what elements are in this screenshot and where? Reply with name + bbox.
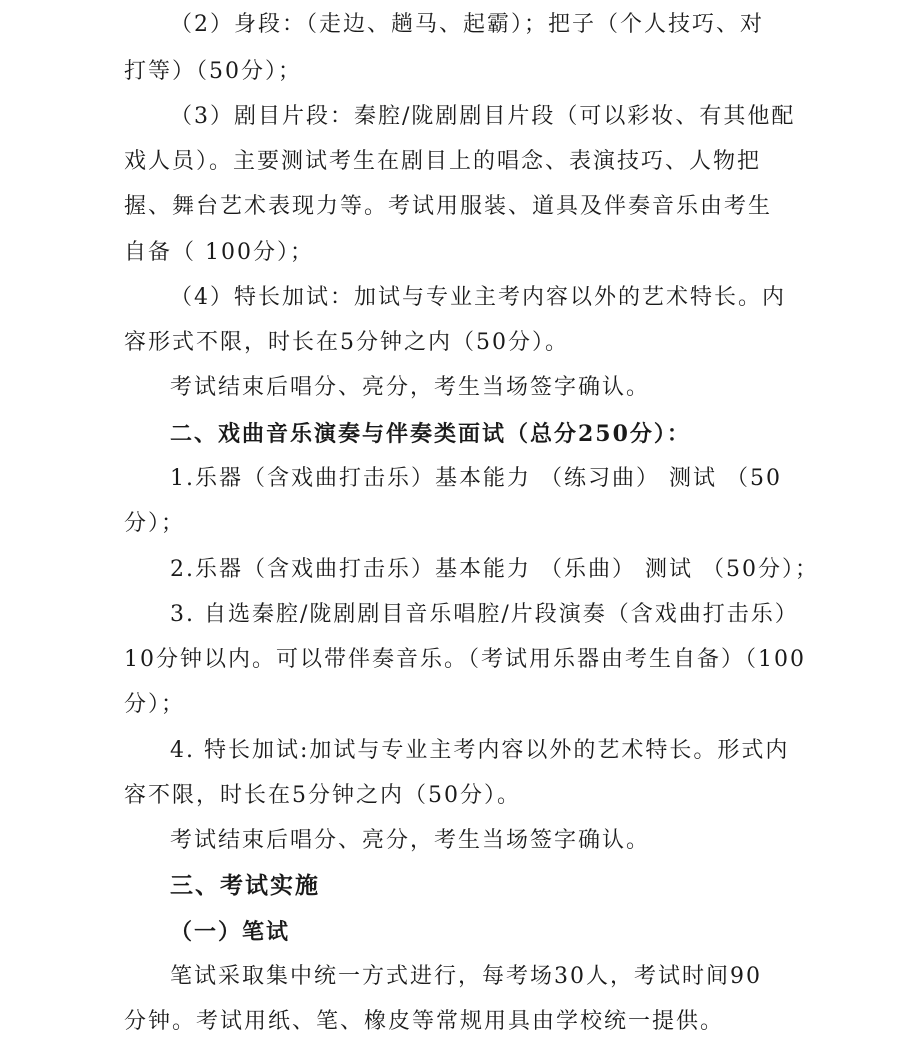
paragraph-line: （3）剧目片段：秦腔/陇剧剧目片段（可以彩妆、有其他配 <box>170 104 796 129</box>
paragraph-line: 2.乐器（含戏曲打击乐）基本能力 （乐曲） 测试 （50分）； <box>170 557 819 582</box>
paragraph-line: 1.乐器（含戏曲打击乐）基本能力 （练习曲） 测试 （50 <box>170 466 782 491</box>
paragraph-line: 10分钟以内。可以带伴奏音乐。（考试用乐器由考生自备）（100 <box>124 647 806 672</box>
paragraph-line: 3. 自选秦腔/陇剧剧目音乐唱腔/片段演奏（含戏曲打击乐） <box>170 602 799 627</box>
paragraph-line: 4. 特长加试:加试与专业主考内容以外的艺术特长。形式内 <box>170 738 790 763</box>
paragraph-line: 自备（ 100分）； <box>124 240 314 265</box>
paragraph-line: 容不限，时长在5分钟之内（50分）。 <box>124 783 521 808</box>
paragraph-line: （2）身段：（走边、趟马、起霸）；把子（个人技巧、对 <box>170 12 764 37</box>
paragraph-line: 分）； <box>124 511 186 536</box>
section-heading: 三、考试实施 <box>170 872 320 899</box>
paragraph-line: 考试结束后唱分、亮分，考生当场签字确认。 <box>170 828 651 853</box>
paragraph-line: 考试结束后唱分、亮分，考生当场签字确认。 <box>170 375 651 400</box>
section-heading: 二、戏曲音乐演奏与伴奏类面试（总分250分）： <box>170 421 691 447</box>
paragraph-line: （4）特长加试：加试与专业主考内容以外的艺术特长。内 <box>170 285 786 310</box>
paragraph-line: 笔试采取集中统一方式进行，每考场30人，考试时间90 <box>170 964 762 989</box>
paragraph-line: 戏人员）。主要测试考生在剧目上的唱念、表演技巧、人物把 <box>124 149 762 174</box>
paragraph-line: 分钟。考试用纸、笔、橡皮等常规用具由学校统一提供。 <box>124 1009 725 1034</box>
paragraph-line: 分）； <box>124 692 186 717</box>
subsection-heading: （一）笔试 <box>170 919 291 945</box>
paragraph-line: 握、舞台艺术表现力等。考试用服装、道具及伴奏音乐由考生 <box>124 194 773 219</box>
paragraph-line: 打等）（50分）； <box>124 59 302 84</box>
paragraph-line: 容形式不限，时长在5分钟之内（50分）。 <box>124 330 569 355</box>
